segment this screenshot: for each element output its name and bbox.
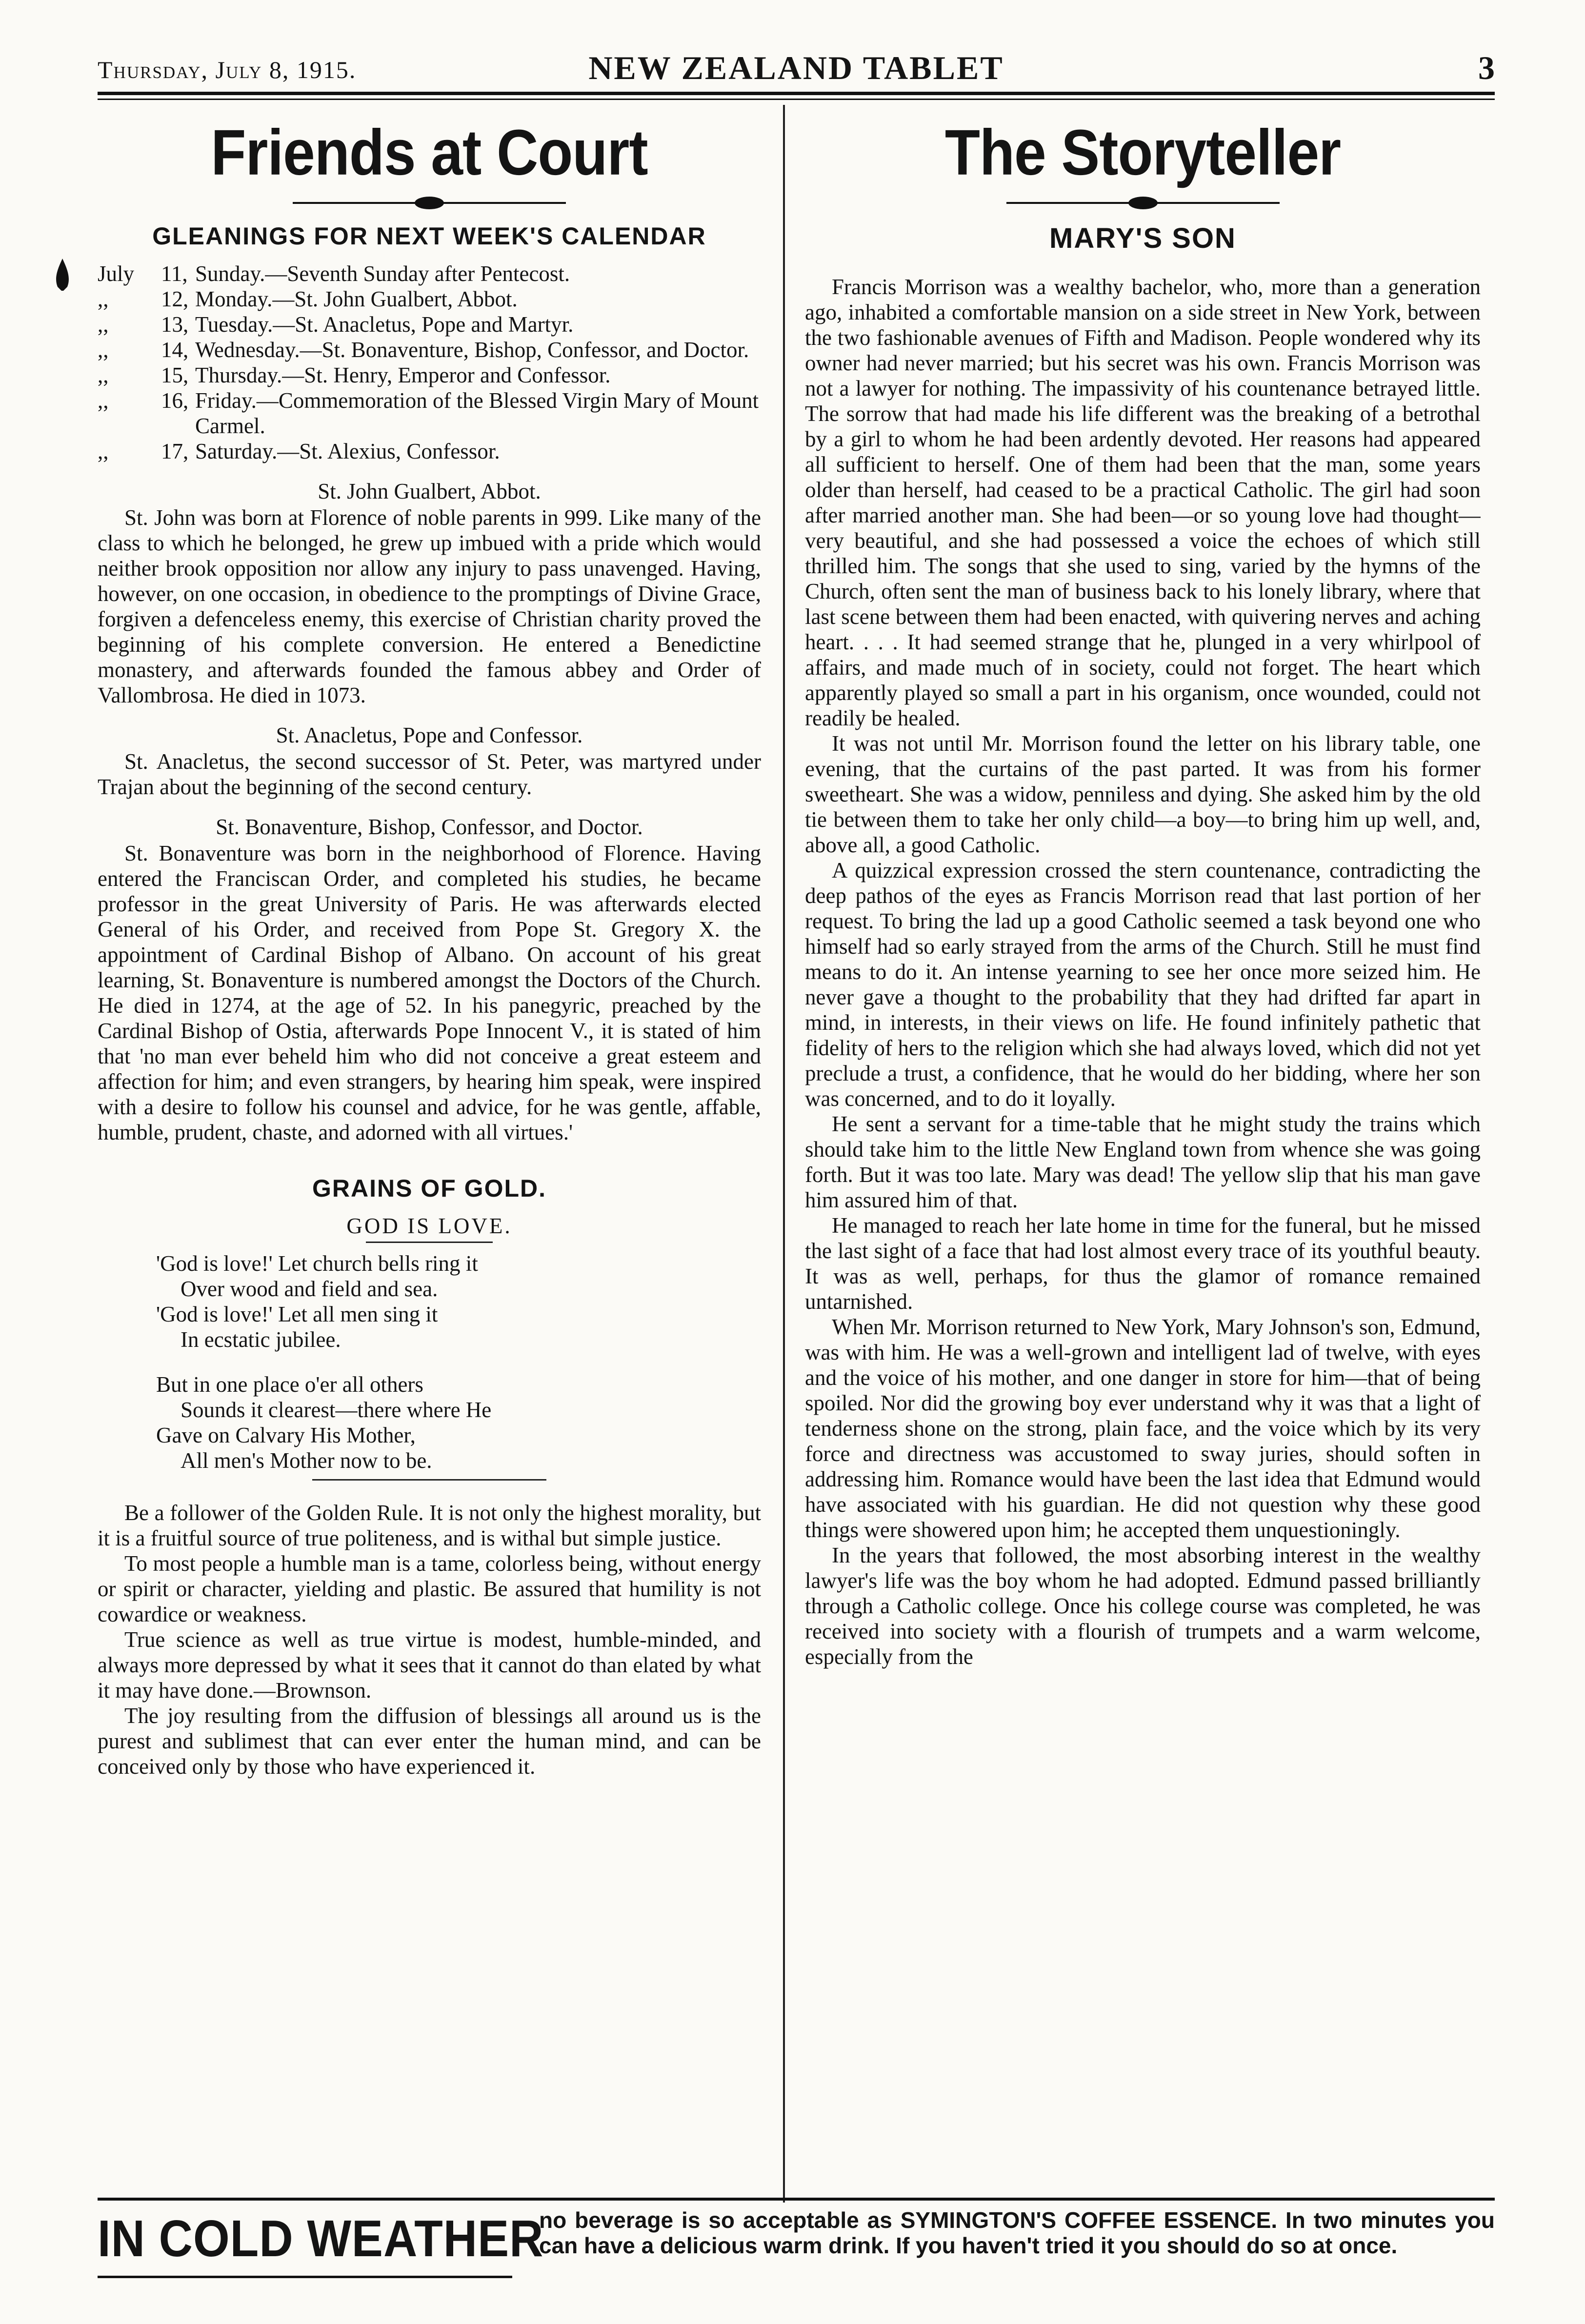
calendar-row xyxy=(98,439,761,464)
ornament-divider xyxy=(1006,195,1280,211)
maxim-paragraph: True science as well as true virtue is modest, humble-minded, and always more depressed by what it sees that it cannot do than elated by what it may have done.—Brownson. xyxy=(98,1627,761,1703)
section-title-storyteller: The Storyteller xyxy=(944,117,1341,189)
poem-line: Sounds it clearest—there where He xyxy=(181,1398,492,1422)
leaf-icon xyxy=(53,258,72,292)
calendar-month: ,, xyxy=(98,363,109,387)
poem-end-rule xyxy=(312,1479,546,1481)
story-paragraph: When Mr. Morrison returned to New York, Mary Johnson's son, Edmund, was with him. He was a well-grown and intelligent lad of twelve, with eyes and the voice of his mother, and one danger in store for him—that of being spoiled. Nor did the growing boy ever understand why it was that a light of tenderness shone on the strong, plain face, and the voice which by its very force and directness was accustomed to sway juries, should soften in addressing him. Romance would have been the last idea that Edmund would have associated with his guardian. He did not question why these good things were showered upon him; he accepted them unquestioningly. xyxy=(805,1315,1481,1542)
maxim-paragraph: To most people a humble man is a tame, colorless being, without energy or spirit or character, yielding and plastic. Be assured that humility is not cowardice or weakness. xyxy=(98,1551,761,1626)
calendar-month: ,, xyxy=(98,388,109,413)
calendar-month: ,, xyxy=(98,338,109,362)
calendar-day: 14, xyxy=(161,338,189,362)
poem-title-rule xyxy=(366,1242,493,1243)
calendar-entry: Saturday.—St. Alexius, Confessor. xyxy=(195,439,500,463)
story-paragraph: A quizzical expression crossed the stern countenance, contradicting the deep pathos of the eyes as Francis Morrison read that last portion of her request. To bring the lad up a good Catholic seemed a task beyond one who himself had so early strayed from the arms of the Church. Still he must find means to do it. An intense yearning to see her once more seized him. He never gave a thought to the probability that they had drifted far apart in mind, in interests, in their views on life. He found infinitely pathetic that fidelity of hers to the religion which she had always loved, which did not yet preclude a trust, a confidence, that he would do her bidding, where her son was concerned, and to do it loyally. xyxy=(805,858,1481,1111)
issue-date: Thursday, July 8, 1915. xyxy=(98,56,357,83)
calendar-day: 11, xyxy=(161,261,188,286)
story-paragraph: He managed to reach her late home in time for the funeral, but he missed the last sight of a face that had lost almost every trace of its youthful beauty. It was as well, perhaps, for thus the glamor of romance remained untarnished. xyxy=(805,1213,1481,1314)
calendar-day: 16, xyxy=(161,388,189,413)
footer-rule xyxy=(98,2198,1495,2201)
poem-line: 'God is love!' Let all men sing it xyxy=(156,1302,438,1326)
advert-text: no beverage is so acceptable as SYMINGTON'S COFFEE ESSENCE. In two minutes you can have a delicious warm drink. If you haven't tried it you should do so at once. xyxy=(539,2207,1495,2258)
right-column xyxy=(805,105,1481,2187)
poem xyxy=(156,1251,761,1473)
poem-line: Gave on Calvary His Mother, xyxy=(156,1423,416,1447)
grains-heading: GRAINS OF GOLD. xyxy=(312,1175,546,1202)
calendar-month: ,, xyxy=(98,312,109,337)
calendar-day: 17, xyxy=(161,439,189,463)
saint-text: St. John was born at Florence of noble parents in 999. Like many of the class to which he belonged, he grew up imbued with a pride which would neither brook opposition nor allow any injury to pass unavenged. Having, however, on one occasion, in obedience to the promptings of Divine Grace, forgiven a defenceless enemy, this exercise of Christian charity proved the beginning of his complete conversion. He entered a Benedictine monastery, and afterwards founded the famous abbey and Order of Vallombrosa. He died in 1073. xyxy=(98,505,761,707)
footer-advertisement xyxy=(98,2198,1495,2290)
column-divider xyxy=(783,105,785,2203)
maxim-paragraph: Be a follower of the Golden Rule. It is not only the highest morality, but it is a fruitful source of true politeness, and is withal but simple justice. xyxy=(98,1501,761,1550)
calendar-entry: Tuesday.—St. Anacletus, Pope and Martyr. xyxy=(195,312,574,337)
saint-text: St. Anacletus, the second successor of St. Peter, was martyred under Trajan about the beginning of the second century. xyxy=(98,749,761,799)
page-number: 3 xyxy=(1478,49,1495,86)
calendar-entry: Monday.—St. John Gualbert, Abbot. xyxy=(195,287,518,311)
calendar-row xyxy=(98,337,761,362)
calendar-entry: Friday.—Commemoration of the Blessed Virgin Mary of Mount Carmel. xyxy=(195,388,759,438)
header-rule xyxy=(98,92,1495,100)
ornament-divider xyxy=(293,195,566,211)
masthead-title: NEW ZEALAND TABLET xyxy=(588,49,1004,86)
maxim-paragraph: The joy resulting from the diffusion of blessings all around us is the purest and sublimest that can ever enter the human mind, and can be conceived only by those who have experienced it. xyxy=(98,1703,761,1779)
story-paragraph: He sent a servant for a time-table that he might study the trains which should take him to the little New England town from whence she was going forth. But it was too late. Mary was dead! The yellow slip that his man gave him assured him of that. xyxy=(805,1112,1481,1212)
saint-heading: St. John Gualbert, Abbot. xyxy=(318,479,541,503)
calendar-entry: Wednesday.—St. Bonaventure, Bishop, Confessor, and Doctor. xyxy=(195,338,749,362)
calendar-entry: Thursday.—St. Henry, Emperor and Confessor. xyxy=(195,363,611,387)
calendar-heading: GLEANINGS FOR NEXT WEEK'S CALENDAR xyxy=(152,222,706,250)
poem-line: In ecstatic jubilee. xyxy=(181,1327,341,1352)
poem-line: 'God is love!' Let church bells ring it xyxy=(156,1251,478,1276)
calendar-list xyxy=(98,261,761,464)
calendar-row xyxy=(98,286,761,312)
page-header xyxy=(98,45,1495,91)
calendar-row xyxy=(98,261,761,286)
calendar-month: ,, xyxy=(98,439,109,463)
saint-text: St. Bonaventure was born in the neighborhood of Florence. Having entered the Franciscan Order, and completed his studies, he became professor in the great University of Paris. He was afterwards elected General of his Order, and received from Pope St. Gregory X. the appointment of Cardinal Bishop of Albano. On account of his great learning, St. Bonaventure is numbered amongst the Doctors of the Church. He died in 1274, at the age of 52. In his panegyric, preached by the Cardinal Bishop of Ostia, afterwards Pope Innocent V., it is stated of him that 'no man ever beheld him who did not conceive a great esteem and affection for him; and even strangers, by hearing him speak, were inspired with a desire to follow his counsel and advice, for he was gentle, affable, humble, prudent, chaste, and adorned with all virtues.' xyxy=(98,841,761,1144)
poem-line: All men's Mother now to be. xyxy=(181,1448,432,1473)
advert-headline: IN COLD WEATHER xyxy=(98,2210,544,2268)
story-paragraph: In the years that followed, the most absorbing interest in the wealthy lawyer's life was the boy whom he had adopted. Edmund passed brilliantly through a Catholic college. Once his college course was completed, he was received into society with a flourish of trumpets and a warm welcome, especially from the xyxy=(805,1543,1481,1669)
advert-underline xyxy=(98,2276,512,2278)
poem-title: GOD IS LOVE. xyxy=(346,1214,512,1238)
calendar-row xyxy=(98,388,761,439)
saint-heading: St. Bonaventure, Bishop, Confessor, and Doctor. xyxy=(216,815,643,839)
poem-line: But in one place o'er all others xyxy=(156,1372,423,1397)
calendar-month: ,, xyxy=(98,287,109,311)
calendar-row xyxy=(98,312,761,337)
story-title: MARY'S SON xyxy=(1049,222,1236,254)
calendar-row xyxy=(98,362,761,388)
section-title-friends-at-court: Friends at Court xyxy=(211,117,648,189)
story-paragraph: Francis Morrison was a wealthy bachelor, who, more than a generation ago, inhabited a comfortable mansion on a side street in New York, between the two fashionable avenues of Fifth and Madison. People wondered why its owner had never married; but his secret was his own. Francis Morrison was not a lawyer for nothing. The impassivity of his countenance betrayed little. The sorrow that had made his life different was the breaking of a betrothal by a girl to whom he had been ardently devoted. Her reasons had appeared all sufficient to herself. One of them had been that the man, some years older than herself, had ceased to be a practical Catholic. The girl had soon after married another man. She had been—or so young love had thought—very beautiful, and she had possessed a voice the echoes of which still thrilled him. The songs that she used to sing, varied by the hymns of the Church, often sent the man of business back to his lonely library, where that last scene between them had been enacted, with quivering nerves and aching heart. . . . It had seemed strange that he, plunged in a very whirlpool of affairs, and made much of in society, could not forget. The heart which apparently played so small a part in his organism, once wounded, could not readily be healed. xyxy=(805,275,1481,730)
calendar-day: 13, xyxy=(161,312,189,337)
calendar-month: July xyxy=(98,261,135,286)
calendar-entry: Sunday.—Seventh Sunday after Pentecost. xyxy=(195,261,570,286)
story-paragraph: It was not until Mr. Morrison found the letter on his library table, one evening, that the curtains of the past parted. It was from his former sweetheart. She was a widow, penniless and dying. She asked him by the old tie between them to take her only child—a boy—to bring him up well, and, above all, a good Catholic. xyxy=(805,731,1481,857)
saint-heading: St. Anacletus, Pope and Confessor. xyxy=(276,723,583,747)
calendar-day: 15, xyxy=(161,363,189,387)
calendar-day: 12, xyxy=(161,287,189,311)
poem-line: Over wood and field and sea. xyxy=(181,1277,438,1301)
left-column xyxy=(98,105,761,2187)
